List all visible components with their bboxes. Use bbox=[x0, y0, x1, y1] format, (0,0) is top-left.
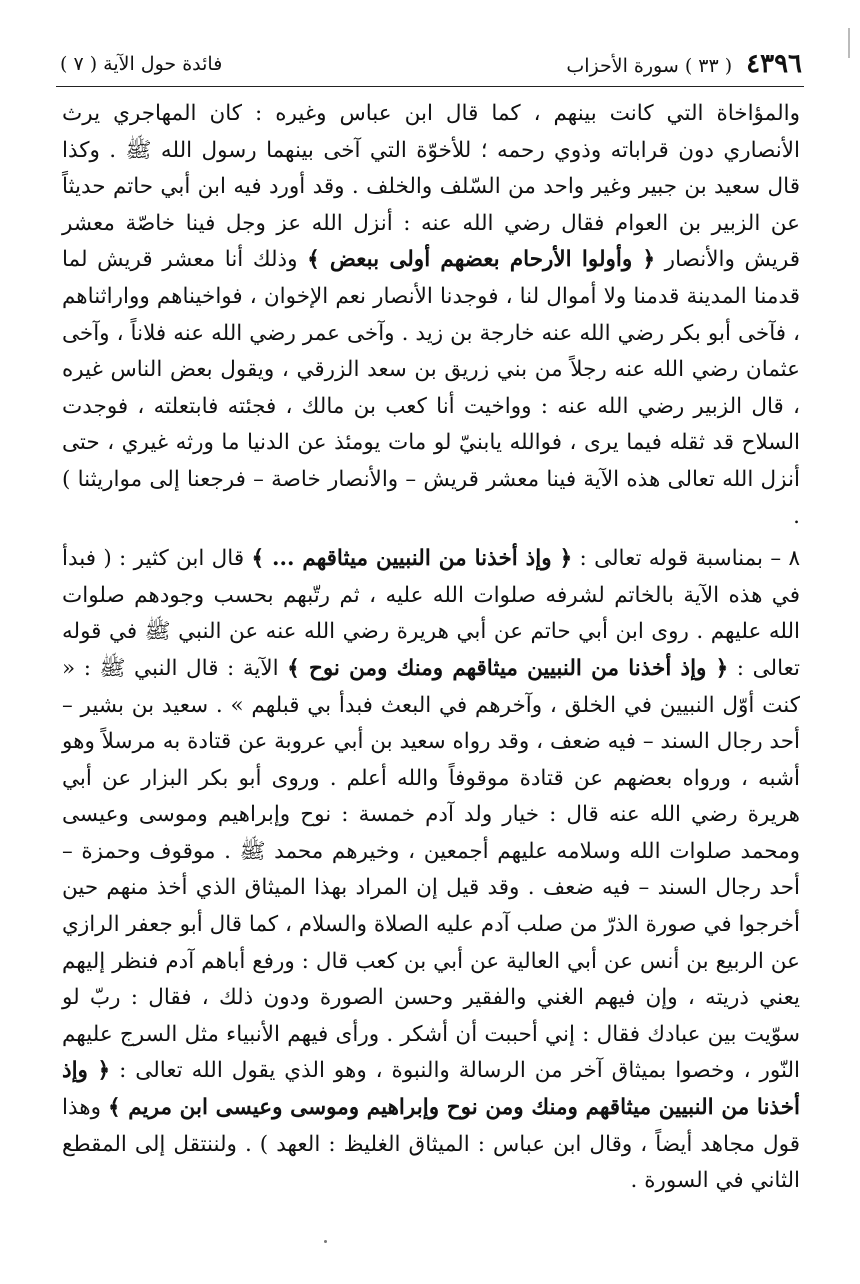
text-run: ٨ – بمناسبة قوله تعالى : bbox=[572, 546, 800, 572]
text-run: وهذا قول مجاهد أيضاً ، وقال ابن عباس : الميثاق الغليظ : العهد ) . ولننتقل إلى المقطع الثاني في السورة . bbox=[62, 1095, 800, 1194]
text-run: والمؤاخاة التي كانت بينهم ، كما قال ابن عباس وغيره : كان المهاجري يرث الأنصاري دون قراباته وذوي رحمه ؛ للأخوّة التي آخى بينهما رسول الله ﷺ . وكذا قال سعيد بن جبير وغير واحد من السّلف والخلف . وقد أورد فيه ابن أبي حاتم حديثاً عن الزبير بن العوام فقال رضي الله عنه : أنزل الله عز وجل فينا خاصّة معشر قريش والأنصار bbox=[62, 101, 800, 273]
paragraph bbox=[62, 541, 800, 1200]
quran-quote: ﴿ وإذ أخذنا من النبيين ميثاقهم ومنك ومن نوح ﴾ bbox=[287, 655, 729, 681]
header-divider bbox=[56, 86, 804, 87]
text-run: الآية : قال النبي ﷺ : « كنت أوّل النبيين في الخلق ، وآخرهم في البعث فبدأ بي قبلهم » . سعيد بن بشير – أحد رجال السند – فيه ضعف ، وقد رواه سعيد بن أبي عروبة عن قتادة به مرسلاً وهو أشبه ، ورواه بعضهم عن قتادة موقوفاً والله أعلم . وروى أبو بكر البزار عن أبي هريرة رضي الله عنه قال : خيار ولد آدم خمسة : نوح وإبراهيم وموسى وعيسى ومحمد صلوات الله وسلامه عليهم أجمعين ، وخيرهم محمد ﷺ . موقوف وحمزة – أحد رجال السند – فيه ضعف . وقد قيل إن المراد بهذا الميثاق الذي أخذ منهم حين أخرجوا في صورة الذرّ من صلب آدم عليه الصلاة والسلام ، كما قال أبو جعفر الرازي عن الربيع بن أنس عن أبي العالية عن أبي بن كعب قال : ورفع أباهم آدم فنظر إليهم يعني ذريته ، وإن فيهم الغني والفقير وحسن الصورة ودون ذلك ، فقال : ربّ لو سوّيت بين عبادك فقال : إني أحببت أن أشكر . ورأى فيهم الأنبياء مثل السرج عليهم النّور ، وخصوا بميثاق آخر من الرسالة والنبوة ، وهو الذي يقول الله تعالى : bbox=[62, 655, 800, 1084]
surah-title: ( ٣٣ ) سورة الأحزاب bbox=[566, 55, 733, 77]
header-right bbox=[566, 49, 802, 79]
quran-quote: ﴿ وأولوا الأرحام بعضهم أولى ببعض ﴾ bbox=[307, 247, 656, 273]
body-text bbox=[62, 96, 800, 1200]
stray-mark bbox=[324, 1240, 327, 1243]
quran-quote: ﴿ وإذ أخذنا من النبيين ميثاقهم ... ﴾ bbox=[251, 546, 573, 572]
text-run: وذلك أنا معشر قريش لما قدمنا المدينة قدمنا ولا أموال لنا ، فوجدنا الأنصار نعم الإخوان ، فواخيناهم وواراثناهم ، فآخى أبو بكر رضي الله عنه خارجة بن زيد . وآخى عمر رضي الله عنه فلاناً ، وآخى عثمان رضي الله عنه رجلاً من بني زريق بن سعد الزرقي ، ويقول بعض الناس غيره ، قال الزبير رضي الله عنه : وواخيت أنا كعب بن مالك ، فجئته فابتعلته ، فوجدت السلاح قد ثقله فيما يرى ، فوالله يابنيّ لو مات يومئذ عن الدنيا ما ورثه غيري ، حتى أنزل الله تعالى هذه الآية فينا معشر قريش – والأنصار خاصة – فرجعنا إلى مواريثنا ) . bbox=[62, 247, 800, 529]
page-number: ٤٣٩٦ bbox=[746, 49, 802, 79]
quran-quote: ﴿ وإذ أخذنا من النبيين ميثاقهم ومنك ومن نوح وإبراهيم وموسى وعيسى ابن مريم ﴾ bbox=[62, 1058, 800, 1121]
section-title: فائدة حول الآية ( ٧ ) bbox=[60, 53, 223, 75]
paragraph bbox=[62, 96, 800, 535]
text-run: قال ابن كثير : ( فبدأ في هذه الآية بالخاتم لشرفه صلوات الله عليه ، ثم رتّبهم بحسب وجودهم صلوات الله عليهم . روى ابن أبي حاتم عن أبي هريرة رضي الله عنه عن النبي ﷺ في قوله تعالى : bbox=[62, 546, 801, 681]
margin-mark bbox=[848, 28, 850, 58]
running-header bbox=[60, 46, 802, 82]
